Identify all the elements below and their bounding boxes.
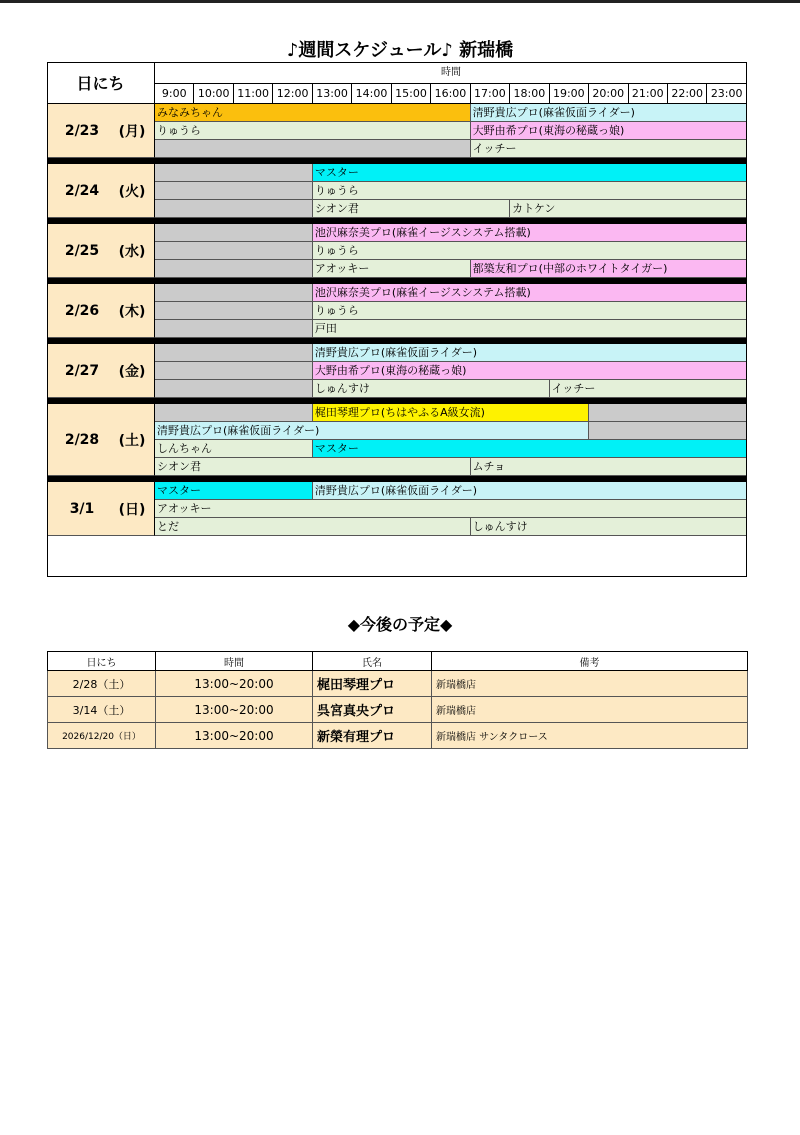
col-name: 氏名: [313, 652, 432, 671]
shift-bar: シオン君: [313, 200, 510, 218]
col-date: 日にち: [48, 652, 156, 671]
shift-bar: しゅんすけ: [313, 380, 550, 398]
upcoming-name: 呉宮真央プロ: [313, 697, 432, 723]
day-weekday: (木): [118, 303, 146, 320]
shift-bar: 大野由希プロ(東海の秘蔵っ娘): [471, 122, 747, 140]
shift-bar: 大野由希プロ(東海の秘蔵っ娘): [313, 362, 747, 380]
shift-bar: 清野貴広プロ(麻雀仮面ライダー): [155, 422, 589, 440]
day-date-cell: [47, 164, 155, 218]
day-date: 2/26: [64, 302, 100, 319]
empty-slot: [155, 362, 313, 380]
shift-bar: シオン君: [155, 458, 471, 476]
upcoming-date: 3/14（土）: [48, 697, 156, 723]
upcoming-row: [48, 697, 748, 723]
empty-slot: [155, 182, 313, 200]
empty-slot: [155, 164, 313, 182]
day-date-cell: [47, 104, 155, 158]
weekly-schedule: [47, 62, 747, 577]
day-date-cell: [47, 284, 155, 338]
shift-bar: 梶田琴理プロ(ちはやふるA級女流): [313, 404, 589, 422]
day-weekday: (土): [118, 432, 146, 449]
col-note: 備考: [432, 652, 748, 671]
hour-label: 23:00: [707, 84, 746, 104]
hour-label: 15:00: [392, 84, 431, 104]
shift-bar: 清野貴広プロ(麻雀仮面ライダー): [313, 482, 747, 500]
hour-label: 11:00: [234, 84, 273, 104]
upcoming-note: 新瑞橋店 サンタクロース: [432, 723, 748, 749]
upcoming-date: 2/28（土）: [48, 671, 156, 697]
day-weekday: (火): [118, 183, 146, 200]
hour-label: 18:00: [510, 84, 549, 104]
upcoming-date: 2026/12/20（日）: [48, 723, 156, 749]
hour-label: 16:00: [431, 84, 470, 104]
shift-bar: 清野貴広プロ(麻雀仮面ライダー): [471, 104, 747, 122]
hour-label: 9:00: [155, 84, 194, 104]
shift-bar: りゅうら: [313, 182, 747, 200]
upcoming-name: 梶田琴理プロ: [313, 671, 432, 697]
upcoming-title: ◆今後の予定◆: [347, 615, 453, 634]
shift-bar: カトケン: [510, 200, 747, 218]
top-border: [0, 0, 800, 3]
hour-label: 13:00: [313, 84, 352, 104]
empty-slot: [589, 404, 747, 422]
shift-bar: りゅうら: [313, 242, 747, 260]
day-date: 2/24: [64, 182, 100, 199]
upcoming-header-row: [48, 652, 748, 671]
day-date: 2/27: [64, 362, 100, 379]
hour-label: 21:00: [629, 84, 668, 104]
shift-bar: りゅうら: [313, 302, 747, 320]
empty-slot: [155, 302, 313, 320]
empty-slot: [589, 422, 747, 440]
empty-slot: [155, 380, 313, 398]
empty-slot: [155, 242, 313, 260]
empty-slot: [155, 260, 313, 278]
shift-bar: しゅんすけ: [471, 518, 747, 536]
hour-label: 20:00: [589, 84, 628, 104]
shift-bar: りゅうら: [155, 122, 471, 140]
upcoming-time: 13:00~20:00: [156, 671, 313, 697]
hour-label: 12:00: [273, 84, 312, 104]
day-weekday: (金): [118, 363, 146, 380]
shift-bar: マスター: [313, 164, 747, 182]
upcoming-note: 新瑞橋店: [432, 697, 748, 723]
day-date-cell: [47, 224, 155, 278]
shift-bar: しんちゃん: [155, 440, 313, 458]
shift-bar: イッチー: [550, 380, 747, 398]
day-date: 2/25: [64, 242, 100, 259]
day-weekday: (水): [118, 243, 146, 260]
shift-bar: マスター: [155, 482, 313, 500]
shift-bar: 池沢麻奈美プロ(麻雀イージスシステム搭載): [313, 224, 747, 242]
day-weekday: (日): [118, 501, 146, 518]
upcoming-note: 新瑞橋店: [432, 671, 748, 697]
shift-bar: 都築友和プロ(中部のホワイトタイガー): [471, 260, 747, 278]
day-date: 2/28: [64, 431, 100, 448]
empty-slot: [155, 284, 313, 302]
upcoming-time: 13:00~20:00: [156, 723, 313, 749]
col-time: 時間: [156, 652, 313, 671]
day-date-cell: [47, 344, 155, 398]
hour-label: 10:00: [194, 84, 233, 104]
day-date: 3/1: [69, 500, 95, 517]
day-weekday: (月): [118, 123, 146, 140]
hour-label: 22:00: [668, 84, 707, 104]
time-column-header: 時間: [155, 62, 747, 84]
hour-label: 19:00: [550, 84, 589, 104]
shift-bar: アオッキー: [313, 260, 471, 278]
shift-bar: マスター: [313, 440, 747, 458]
upcoming-table: [47, 651, 748, 749]
shift-bar: 戸田: [313, 320, 747, 338]
upcoming-name: 新榮有理プロ: [313, 723, 432, 749]
shift-bar: ムチョ: [471, 458, 747, 476]
empty-slot: [155, 344, 313, 362]
date-column-header: 日にち: [47, 62, 155, 104]
shift-bar: とだ: [155, 518, 471, 536]
upcoming-time: 13:00~20:00: [156, 697, 313, 723]
shift-bar: みなみちゃん: [155, 104, 471, 122]
day-date: 2/23: [64, 122, 100, 139]
hour-label: 14:00: [352, 84, 391, 104]
page-title: ♪週間スケジュール♪ 新瑞橋: [286, 40, 514, 61]
empty-slot: [155, 224, 313, 242]
upcoming-row: [48, 671, 748, 697]
empty-slot: [155, 200, 313, 218]
day-date-cell: [47, 404, 155, 476]
shift-bar: イッチー: [471, 140, 747, 158]
empty-slot: [155, 140, 471, 158]
shift-bar: 清野貴広プロ(麻雀仮面ライダー): [313, 344, 747, 362]
empty-slot: [155, 404, 313, 422]
shift-bar: アオッキー: [155, 500, 747, 518]
empty-slot: [155, 320, 313, 338]
upcoming-row: [48, 723, 748, 749]
shift-bar: 池沢麻奈美プロ(麻雀イージスシステム搭載): [313, 284, 747, 302]
day-date-cell: [47, 482, 155, 536]
hour-label: 17:00: [471, 84, 510, 104]
